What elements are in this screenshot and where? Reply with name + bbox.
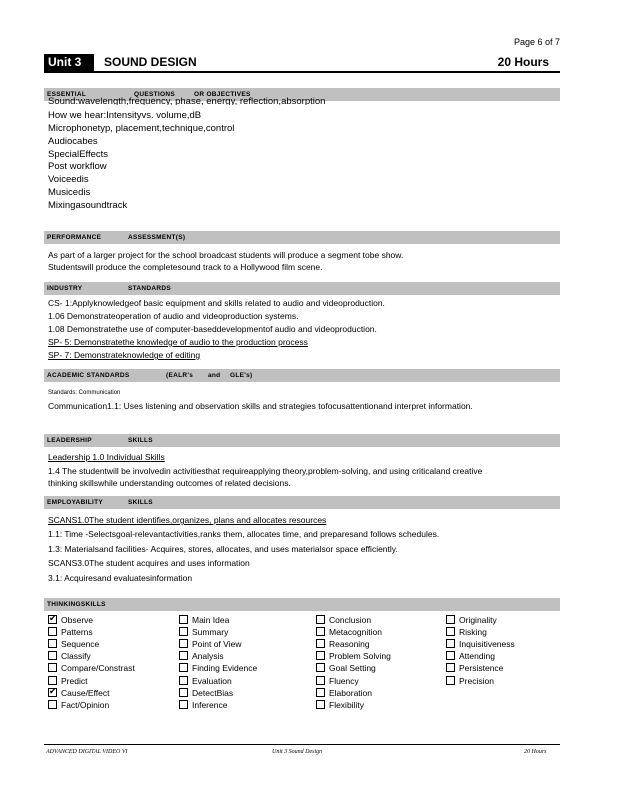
heading-part: (EALR's xyxy=(166,372,194,379)
leadership-skills-heading xyxy=(44,434,560,447)
heading-part: THINKINGSKILLS xyxy=(47,601,106,608)
thinking-skill-label: Conclusion xyxy=(329,615,372,625)
thinking-skill-item[interactable] xyxy=(48,615,93,625)
checked-checkbox[interactable] xyxy=(48,615,57,624)
employability-line: 1.3: Materialsand facilities- Acquires, stores, allocates, and uses materialsor space efficiently. xyxy=(48,544,398,554)
checkbox[interactable] xyxy=(316,676,325,685)
thinking-skill-label: Observe xyxy=(61,615,94,625)
thinking-skill-label: Elaboration xyxy=(329,687,373,698)
industry-line: 1.08 Demonstratethe use of computer-baseddevelopmentof audio and videoproduction. xyxy=(48,324,377,334)
heading-part: SKILLS xyxy=(128,437,153,444)
thinking-skill-label: Persistence xyxy=(459,663,504,674)
heading-part: OR OBJECTIVES xyxy=(194,91,251,98)
thinking-skill-label: Fluency xyxy=(329,675,359,686)
leadership-line: thinking skillswhile understanding outcomes of related decisions. xyxy=(48,478,291,488)
checkbox[interactable] xyxy=(179,651,188,660)
unit-title: SOUND DESIGN xyxy=(104,55,197,69)
thinking-skill-label: Evaluation xyxy=(192,675,232,686)
heading-part: ESSENTIAL xyxy=(47,91,87,98)
unit-label: Unit 3 xyxy=(44,54,94,71)
thinking-skill-label: Summary xyxy=(192,627,229,638)
thinking-skill-label: Originality xyxy=(459,615,497,625)
checkbox[interactable] xyxy=(179,639,188,648)
thinking-skill-item[interactable] xyxy=(316,700,364,710)
heading-part: SKILLS xyxy=(128,499,153,506)
unit-header xyxy=(44,54,560,73)
thinking-skill-item[interactable] xyxy=(316,627,382,637)
thinking-skill-label: Sequence xyxy=(61,639,100,650)
thinking-skill-item[interactable] xyxy=(316,676,359,686)
leadership-line: 1.4 The studentwill be involvedin activitiesthat requireapplying theory,problem-solving, and using criticaland creative xyxy=(48,466,483,476)
thinking-skill-item[interactable] xyxy=(179,615,229,625)
checkbox[interactable] xyxy=(179,676,188,685)
checkbox[interactable] xyxy=(48,627,57,636)
essential-line: Voiceedis xyxy=(48,174,89,185)
thinking-skill-label: Inference xyxy=(192,699,228,710)
essential-line: Musicedis xyxy=(48,187,91,198)
checkbox[interactable] xyxy=(179,663,188,672)
thinking-skill-label: Point of View xyxy=(192,639,242,650)
thinking-skill-item[interactable] xyxy=(446,615,497,625)
checkbox[interactable] xyxy=(179,688,188,697)
employability-line: SCANS1.0The student identifies,organizes, plans and allocates resources xyxy=(48,515,327,525)
thinking-skill-item[interactable] xyxy=(316,663,376,673)
checkbox[interactable] xyxy=(446,663,455,672)
thinking-skill-label: Metacognition xyxy=(329,627,382,638)
essential-line: Post workflow xyxy=(48,161,107,172)
footer-unit: Unit 3 Sound Design xyxy=(272,749,323,755)
heading-part: INDUSTRY xyxy=(47,285,83,292)
thinking-skill-item[interactable] xyxy=(179,700,227,710)
thinking-skill-label: Classify xyxy=(61,651,91,662)
checkbox[interactable] xyxy=(179,700,188,709)
industry-line: SP- 7: Demonstrateknowledge of editing xyxy=(48,350,201,360)
heading-part: ACADEMIC STANDARDS xyxy=(47,372,130,379)
essential-line: How we hear:Intensityvs. volume,dB xyxy=(48,110,202,121)
unit-hours: 20 Hours xyxy=(497,55,549,69)
checkbox[interactable] xyxy=(316,627,325,636)
thinking-skill-label: Problem Solving xyxy=(329,651,391,662)
heading-part: QUESTIONS xyxy=(134,91,175,98)
thinking-skill-item[interactable] xyxy=(179,688,233,698)
thinking-skill-label: Reasoning xyxy=(329,639,370,650)
thinking-skill-item[interactable] xyxy=(446,676,494,686)
essential-line: Mixingasoundtrack xyxy=(48,200,128,211)
thinking-skill-item[interactable] xyxy=(446,663,503,673)
heading-part: PERFORMANCE xyxy=(47,234,102,241)
checkbox[interactable] xyxy=(446,615,455,624)
essential-line: Sound:wavelength,frequency, phase, energy, reflection,absorption xyxy=(48,96,326,105)
thinking-skill-item[interactable] xyxy=(48,688,110,698)
essential-line: SpecialEffects xyxy=(48,149,109,160)
thinking-skill-label: Risking xyxy=(459,627,487,638)
checkbox[interactable] xyxy=(179,615,188,624)
academic-line: Communication1.1: Uses listening and observation skills and strategies tofocusattentionand interpret information. xyxy=(48,401,473,411)
thinking-skill-label: Cause/Effect xyxy=(61,687,110,698)
industry-line: CS- 1:Applyknowledgeof basic equipment and skills related to audio and videoproduction. xyxy=(48,298,385,308)
industry-standards-heading xyxy=(44,282,560,295)
checkbox[interactable] xyxy=(48,663,57,672)
thinking-skill-label: Predict xyxy=(61,675,88,686)
performance-assessment-heading xyxy=(44,231,560,244)
footer-rule xyxy=(44,744,560,745)
employability-line: SCANS3.0The student acquires and uses information xyxy=(48,558,250,568)
thinking-skill-label: Main Idea xyxy=(192,615,230,625)
checkbox[interactable] xyxy=(48,700,57,709)
performance-line: Studentswill produce the completesound track to a Hollywood film scene. xyxy=(48,262,323,272)
heading-part: EMPLOYABILITY xyxy=(47,499,104,506)
thinking-skill-item[interactable] xyxy=(446,627,487,637)
thinking-skill-label: Compare/Constrast xyxy=(61,663,135,674)
thinking-skill-item[interactable] xyxy=(48,700,109,710)
industry-line: 1.06 Demonstrateoperation of audio and videoproduction systems. xyxy=(48,311,299,321)
heading-part: LEADERSHIP xyxy=(47,437,92,444)
checkbox[interactable] xyxy=(446,627,455,636)
industry-line: SP- 5: Demonstratethe knowledge of audio to the production process xyxy=(48,337,308,347)
performance-line: As part of a larger project for the school broadcast students will produce a segment tobe show. xyxy=(48,250,404,260)
thinking-skill-item[interactable] xyxy=(446,639,515,649)
thinking-skill-item[interactable] xyxy=(316,639,370,649)
essential-line: Microphonetyp, placement,technique,control xyxy=(48,123,235,134)
employability-line: 3.1: Acquiresand evaluatesinformation xyxy=(48,573,193,583)
checkbox[interactable] xyxy=(446,639,455,648)
thinking-skill-item[interactable] xyxy=(179,663,257,673)
thinking-skill-item[interactable] xyxy=(48,639,99,649)
thinking-skill-item[interactable] xyxy=(48,663,135,673)
leadership-link[interactable]: Leadership 1.0 Individual Skills xyxy=(48,452,165,462)
thinking-skill-label: Finding Evidence xyxy=(192,663,258,674)
checkbox[interactable] xyxy=(316,700,325,709)
employability-skills-heading xyxy=(44,496,560,509)
checkbox[interactable] xyxy=(316,688,325,697)
thinking-skill-item[interactable] xyxy=(48,651,91,661)
checkbox[interactable] xyxy=(179,627,188,636)
checkbox[interactable] xyxy=(446,651,455,660)
checkbox[interactable] xyxy=(48,639,57,648)
thinking-skill-label: Inquisitiveness xyxy=(459,639,515,650)
checkbox[interactable] xyxy=(48,651,57,660)
page-number: Page 6 of 7 xyxy=(514,37,561,47)
thinking-skill-item[interactable] xyxy=(48,627,93,637)
thinking-skill-item[interactable] xyxy=(179,627,228,637)
employability-line: 1.1: Time -Selectsgoal-relevantactivities,ranks them, allocates time, and preparesand follows schedules. xyxy=(48,529,440,539)
thinking-skills-heading xyxy=(44,598,560,611)
thinking-skill-label: Fact/Opinion xyxy=(61,699,110,710)
thinking-skill-label: Attending xyxy=(459,651,495,662)
thinking-skill-item[interactable] xyxy=(48,676,87,686)
checkbox[interactable] xyxy=(316,639,325,648)
thinking-skill-item[interactable] xyxy=(446,651,495,661)
thinking-skill-label: Goal Setting xyxy=(329,663,376,674)
thinking-skill-item[interactable] xyxy=(179,676,232,686)
heading-part: ASSESSMENT(S) xyxy=(128,234,186,241)
thinking-skill-label: Analysis xyxy=(192,651,224,662)
thinking-skill-item[interactable] xyxy=(316,615,371,625)
academic-standards-heading xyxy=(44,369,560,382)
heading-part: GLE's) xyxy=(230,372,253,379)
thinking-skill-item[interactable] xyxy=(179,651,224,661)
thinking-skill-label: DetectBias xyxy=(192,687,234,698)
heading-part: STANDARDS xyxy=(128,285,172,292)
checkbox[interactable] xyxy=(316,615,325,624)
checkbox[interactable] xyxy=(446,676,455,685)
thinking-skill-label: Patterns xyxy=(61,627,93,638)
thinking-skill-label: Precision xyxy=(459,675,494,686)
checkbox[interactable] xyxy=(316,651,325,660)
checked-checkbox[interactable] xyxy=(48,688,57,697)
footer-hours: 20 Hours xyxy=(524,749,547,755)
thinking-skill-item[interactable] xyxy=(316,651,391,661)
essential-line: Audiocabes xyxy=(48,136,98,147)
thinking-skill-label: Flexibility xyxy=(329,699,364,710)
footer-course: ADVANCED DIGITAL VIDEO VI xyxy=(46,749,128,755)
thinking-skill-item[interactable] xyxy=(179,639,241,649)
checkbox[interactable] xyxy=(316,663,325,672)
heading-part: and xyxy=(208,372,221,379)
academic-subheading: Standards: Communication xyxy=(48,390,121,396)
thinking-skill-item[interactable] xyxy=(316,688,372,698)
checkbox[interactable] xyxy=(48,676,57,685)
